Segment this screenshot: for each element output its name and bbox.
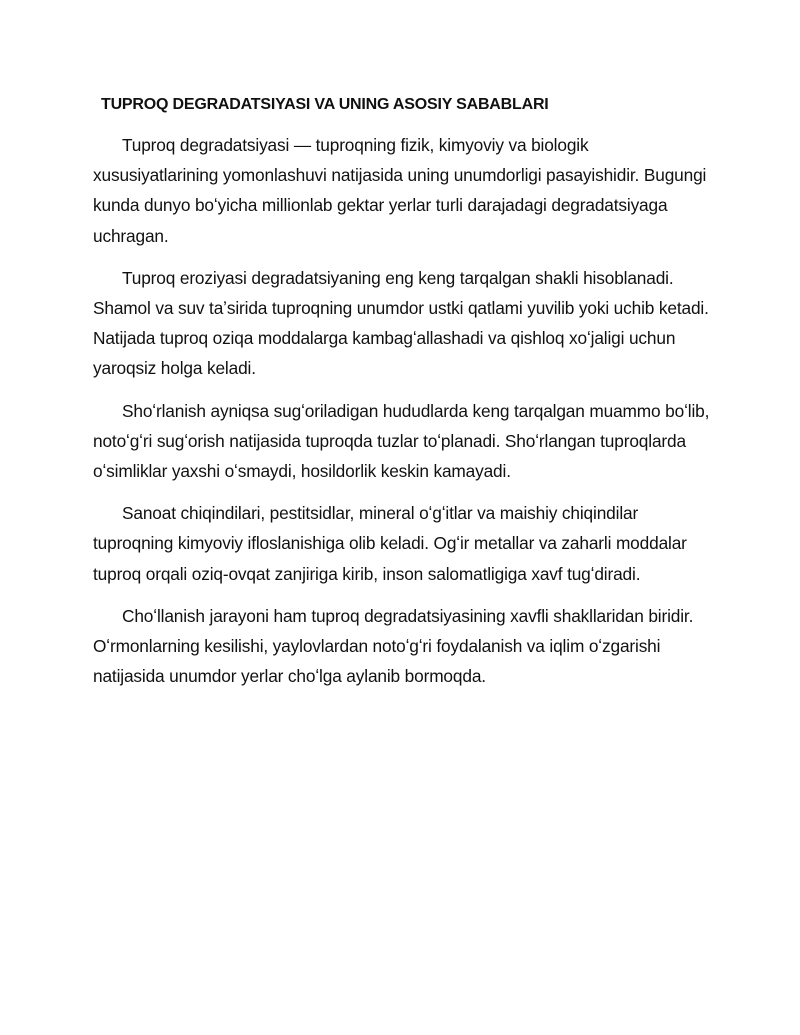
paragraph-definition: Tuproq degradatsiyasi — tuproqning fizik, kimyoviy va biologik xususiyatlarining yomonlashuvi natijasida uning unumdorligi pasayishidir. Bugungi kunda dunyo boʻyicha millionlab gektar yerlar turli darajadagi degradatsiyaga uchragan.	[93, 135, 707, 246]
paragraph-salinization: Shoʻrlanish ayniqsa sugʻoriladigan hududlarda keng tarqalgan muammo boʻlib, notoʻgʻri sugʻorish natijasida tuproqda tuzlar toʻplanadi. Shoʻrlangan tuproqlarda oʻsimliklar yaxshi oʻsmaydi, hosildorlik keskin kamayadi.	[93, 400, 710, 482]
document-body	[93, 92, 713, 703]
paragraph-erosion: Tuproq eroziyasi degradatsiyaning eng keng tarqalgan shakli hisoblanadi. Shamol va suv taʼsirida tuproqning unumdor ustki qatlami yuvilib yoki uchib ketadi. Natijada tuproq oziqa moddalarga kambagʻallashadi va qishloq xoʻjaligi uchun yaroqsiz holga keladi.	[93, 267, 709, 379]
paragraph-desertification: Choʻllanish jarayoni ham tuproq degradatsiyasining xavfli shakllaridan biridir. Oʻrmonlarning kesilishi, yaylovlardan notoʻgʻri foydalanish va iqlim oʻzgarishi natijasida unumdor yerlar choʻlga aylanib bormoqda.	[93, 605, 694, 687]
document-title: TUPROQ DEGRADATSIYASI VA UNING ASOSIY SABABLARI	[101, 96, 549, 113]
paragraph-pollution: Sanoat chiqindilari, pestitsidlar, mineral oʻgʻitlar va maishiy chiqindilar tuproqning kimyoviy ifloslanishiga olib keladi. Ogʻir metallar va zaharli moddalar tuproq orqali oziq-ovqat zanjiriga kirib, inson salomatligiga xavf tugʻdiradi.	[93, 503, 687, 584]
